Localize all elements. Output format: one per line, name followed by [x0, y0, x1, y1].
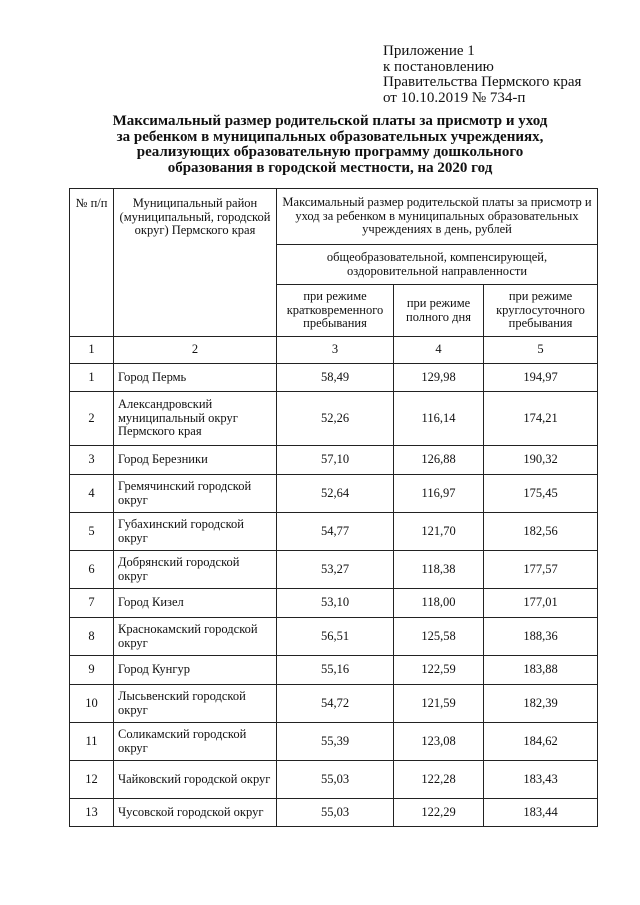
round-clock-fee: 183,88	[484, 656, 598, 685]
title-line: Максимальный размер родительской платы за присмотр и уход	[112, 113, 548, 129]
full-day-fee: 123,08	[394, 723, 484, 761]
row-number: 3	[70, 446, 114, 475]
full-day-fee: 121,59	[394, 685, 484, 723]
row-number: 1	[70, 364, 114, 392]
full-day-fee: 118,38	[394, 551, 484, 589]
district-name: Город Кунгур	[114, 656, 277, 685]
appendix-line: Правительства Пермского края	[383, 74, 582, 90]
district-name: Губахинский городской округ	[114, 513, 277, 551]
table-row	[70, 589, 598, 618]
header-num: № п/п	[70, 189, 114, 337]
title-line: за ребенком в муниципальных образовательных учреждениях,	[116, 128, 544, 145]
short-stay-fee: 58,49	[277, 364, 394, 392]
short-stay-fee: 55,03	[277, 799, 394, 827]
row-number: 6	[70, 551, 114, 589]
row-number: 8	[70, 618, 114, 656]
district-name: Соликамский городской округ	[114, 723, 277, 761]
row-number: 11	[70, 723, 114, 761]
appendix-line: Приложение 1	[383, 43, 475, 59]
short-stay-fee: 52,26	[277, 392, 394, 446]
full-day-fee: 116,14	[394, 392, 484, 446]
short-stay-fee: 55,03	[277, 761, 394, 799]
appendix-line: к постановлению	[383, 58, 494, 75]
district-name: Добрянский городской округ	[114, 551, 277, 589]
round-clock-fee: 177,57	[484, 551, 598, 589]
header-short-stay: при режиме кратковременного пребывания	[277, 285, 394, 337]
round-clock-fee: 194,97	[484, 364, 598, 392]
round-clock-fee: 177,01	[484, 589, 598, 618]
table-row	[70, 685, 598, 723]
row-number: 12	[70, 761, 114, 799]
short-stay-fee: 53,10	[277, 589, 394, 618]
header-row	[70, 189, 598, 245]
round-clock-fee: 174,21	[484, 392, 598, 446]
table-row	[70, 799, 598, 827]
column-number: 2	[114, 337, 277, 364]
row-number: 5	[70, 513, 114, 551]
column-number: 4	[394, 337, 484, 364]
header-orientation: общеобразовательной, компенсирующей, оздоровительной направленности	[277, 245, 598, 285]
full-day-fee: 122,29	[394, 799, 484, 827]
round-clock-fee: 190,32	[484, 446, 598, 475]
short-stay-fee: 52,64	[277, 475, 394, 513]
row-number: 2	[70, 392, 114, 446]
table-row	[70, 475, 598, 513]
table-row	[70, 446, 598, 475]
column-number: 1	[70, 337, 114, 364]
table-row	[70, 761, 598, 799]
header-round-clock: при режиме круглосуточного пребывания	[484, 285, 598, 337]
column-number-row	[70, 337, 598, 364]
full-day-fee: 116,97	[394, 475, 484, 513]
short-stay-fee: 54,77	[277, 513, 394, 551]
table-row	[70, 656, 598, 685]
district-name: Чусовской городской округ	[114, 799, 277, 827]
appendix-note	[383, 44, 581, 106]
round-clock-fee: 184,62	[484, 723, 598, 761]
district-name: Город Пермь	[114, 364, 277, 392]
district-name: Гремячинский городской округ	[114, 475, 277, 513]
table-row	[70, 723, 598, 761]
row-number: 4	[70, 475, 114, 513]
appendix-line: от 10.10.2019 № 734-п	[383, 89, 526, 106]
header-district: Муниципальный район (муниципальный, городской округ) Пермского края	[114, 189, 277, 337]
column-number: 5	[484, 337, 598, 364]
round-clock-fee: 183,43	[484, 761, 598, 799]
round-clock-fee: 175,45	[484, 475, 598, 513]
round-clock-fee: 182,56	[484, 513, 598, 551]
full-day-fee: 126,88	[394, 446, 484, 475]
short-stay-fee: 55,39	[277, 723, 394, 761]
district-name: Чайковский городской округ	[114, 761, 277, 799]
full-day-fee: 122,59	[394, 656, 484, 685]
full-day-fee: 129,98	[394, 364, 484, 392]
full-day-fee: 121,70	[394, 513, 484, 551]
short-stay-fee: 55,16	[277, 656, 394, 685]
round-clock-fee: 183,44	[484, 799, 598, 827]
header-full-day: при режиме полного дня	[394, 285, 484, 337]
district-name: Александровский муниципальный округ Пермского края	[114, 392, 277, 446]
district-name: Лысьвенский городской округ	[114, 685, 277, 723]
table-row	[70, 364, 598, 392]
table-row	[70, 618, 598, 656]
title-line: образования в городской местности, на 2020 год	[167, 159, 493, 176]
district-name: Краснокамский городской округ	[114, 618, 277, 656]
row-number: 10	[70, 685, 114, 723]
header-max-fee: Максимальный размер родительской платы за присмотр и уход за ребенком в муниципальных образовательных учреждениях в день, рублей	[277, 189, 598, 245]
full-day-fee: 125,58	[394, 618, 484, 656]
short-stay-fee: 53,27	[277, 551, 394, 589]
fee-table	[69, 188, 598, 827]
table-row	[70, 513, 598, 551]
short-stay-fee: 56,51	[277, 618, 394, 656]
round-clock-fee: 188,36	[484, 618, 598, 656]
full-day-fee: 118,00	[394, 589, 484, 618]
row-number: 7	[70, 589, 114, 618]
short-stay-fee: 57,10	[277, 446, 394, 475]
column-number: 3	[277, 337, 394, 364]
document-title	[96, 114, 564, 176]
short-stay-fee: 54,72	[277, 685, 394, 723]
table-row	[70, 392, 598, 446]
title-line: реализующих образовательную программу дошкольного	[136, 144, 524, 160]
round-clock-fee: 182,39	[484, 685, 598, 723]
row-number: 13	[70, 799, 114, 827]
full-day-fee: 122,28	[394, 761, 484, 799]
district-name: Город Кизел	[114, 589, 277, 618]
row-number: 9	[70, 656, 114, 685]
table-row	[70, 551, 598, 589]
district-name: Город Березники	[114, 446, 277, 475]
